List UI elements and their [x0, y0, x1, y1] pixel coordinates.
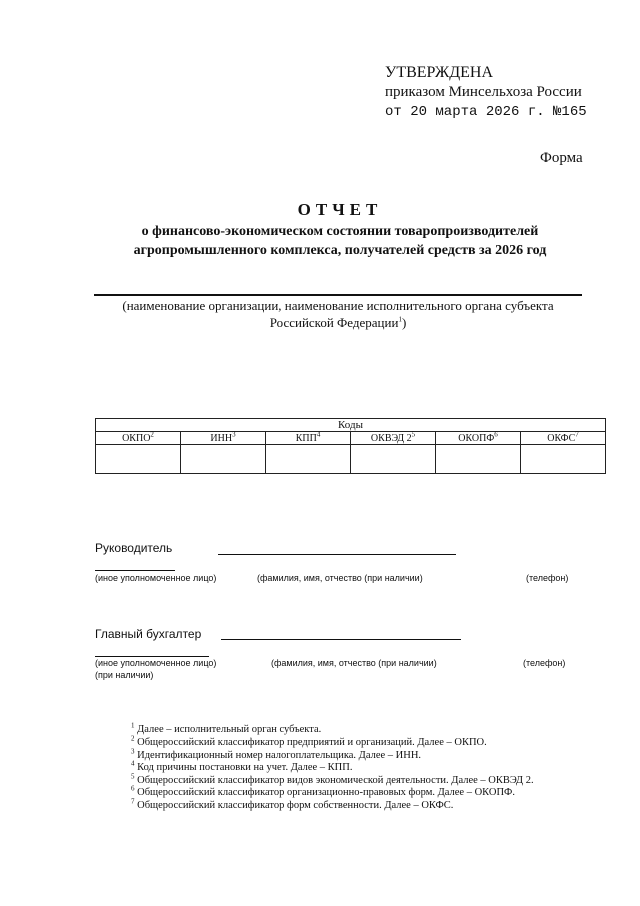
code-value-okved[interactable]	[351, 445, 436, 474]
code-header-inn: ИНН$^3$	[181, 432, 266, 445]
code-header-okopf: ОКОПФ$^6$	[436, 432, 521, 445]
footnote-1: $^1$ Далее – исполнительный орган субъекта.	[131, 721, 322, 735]
code-value-okfs[interactable]	[521, 445, 606, 474]
report-subtitle-line2: агропромышленного комплекса, получателей средств за 2026 год	[133, 243, 547, 258]
accountant-caption-mid: (фамилия, имя, отчество (при наличии)	[271, 658, 437, 668]
accountant-caption-right: (телефон)	[523, 658, 566, 668]
footnote-7: $^7$ Общероссийский классификатор форм собственности. Далее – ОКФС.	[131, 797, 454, 811]
footnote-6: $^6$ Общероссийский классификатор организационно-правовых форм. Далее – ОКОПФ.	[131, 784, 515, 798]
organization-name-line	[94, 294, 582, 296]
code-value-inn[interactable]	[181, 445, 266, 474]
form-label: Форма	[540, 150, 583, 166]
report-subtitle-line1: о финансово-экономическом состоянии товаропроизводителей	[141, 224, 539, 239]
codes-value-row	[96, 445, 606, 474]
footnote-2: $^2$ Общероссийский классификатор предприятий и организаций. Далее – ОКПО.	[131, 734, 487, 748]
code-value-kpp[interactable]	[266, 445, 351, 474]
head-label: Руководитель	[95, 541, 173, 555]
code-header-okpo: ОКПО$^2$	[96, 432, 181, 445]
head-name-line[interactable]	[218, 554, 456, 555]
head-caption-left: (иное уполномоченное лицо)	[95, 573, 217, 583]
accountant-name-line[interactable]	[221, 639, 461, 640]
footnote-5: $^5$ Общероссийский классификатор видов экономической деятельности. Далее – ОКВЭД 2.	[131, 772, 534, 786]
code-header-kpp: КПП$^4$	[266, 432, 351, 445]
footnote-3: $^3$ Идентификационный номер налогоплательщика. Далее – ИНН.	[131, 747, 422, 761]
approval-order-by: приказом Минсельхоза России	[385, 84, 582, 100]
accountant-caption-left: (иное уполномоченное лицо)	[95, 658, 217, 668]
code-header-okved: ОКВЭД $2^5$	[351, 432, 436, 445]
organization-caption-line1: (наименование организации, наименование исполнительного органа субъекта	[122, 298, 554, 313]
report-title: ОТЧЕТ	[297, 200, 383, 219]
codes-table-title: Коды	[96, 419, 606, 432]
code-value-okopf[interactable]	[436, 445, 521, 474]
codes-header-row	[96, 432, 606, 445]
codes-table	[95, 418, 606, 474]
head-caption-right: (телефон)	[526, 573, 569, 583]
accountant-label: Главный бухгалтер	[95, 627, 202, 641]
code-value-okpo[interactable]	[96, 445, 181, 474]
accountant-caption-left2: (при наличии)	[95, 670, 154, 680]
head-caption-mid: (фамилия, имя, отчество (при наличии)	[257, 573, 423, 583]
head-signature-line[interactable]	[95, 570, 175, 571]
footnote-4: $^4$ Код причины постановки на учет. Далее – КПП.	[131, 759, 353, 773]
approval-order-date: от 20 марта 2026 г. №165	[385, 104, 587, 120]
code-header-okfs: ОКФС$^7$	[521, 432, 606, 445]
approval-heading: УТВЕРЖДЕНА	[385, 64, 494, 81]
organization-caption-line2: Российской Федерации$^1$)	[269, 315, 407, 330]
